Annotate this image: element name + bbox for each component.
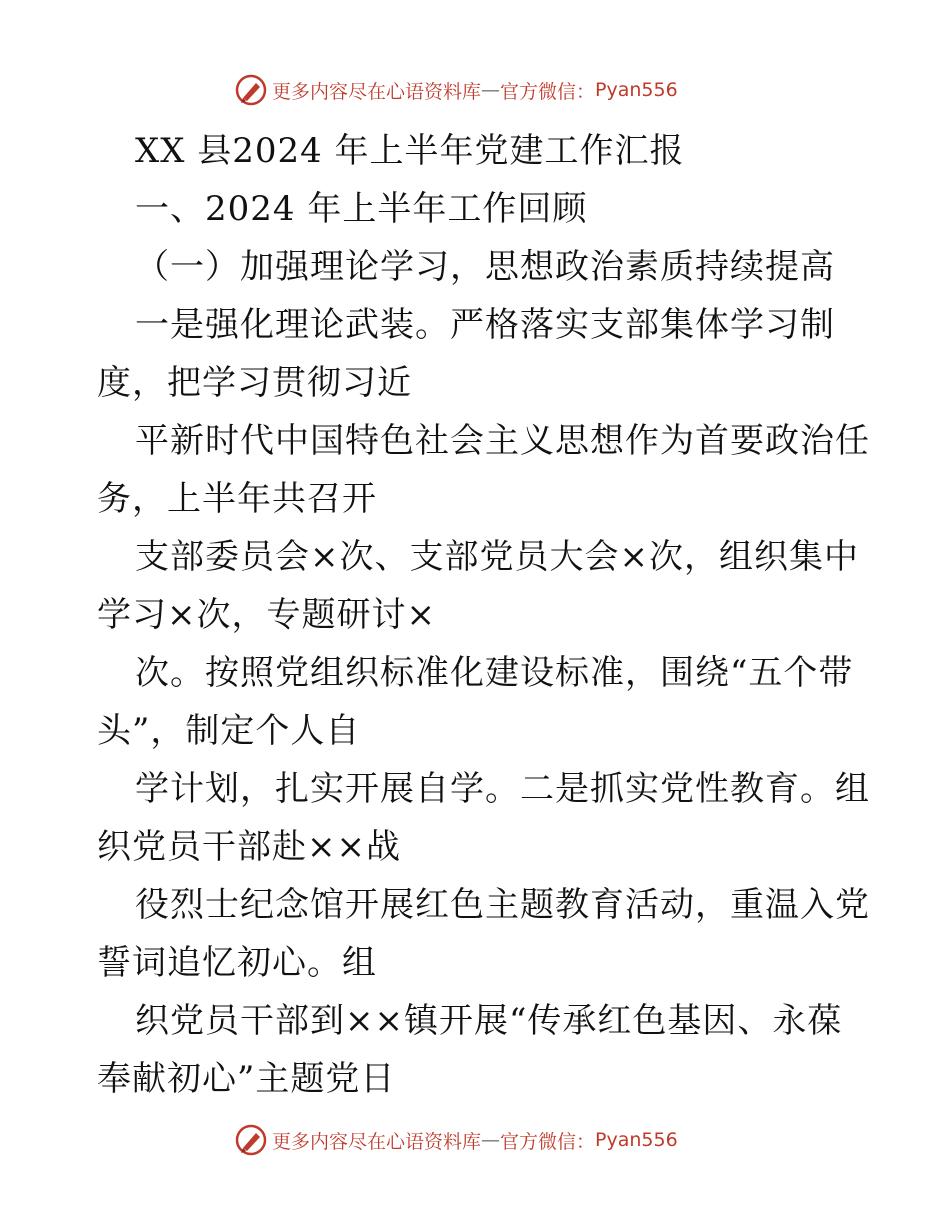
paragraph-line: 役烈士纪念馆开展红色主题教育活动，重温入党: [135, 885, 870, 925]
paragraph-line: 织党员干部赴××战: [97, 827, 401, 867]
paragraph-line: 平新时代中国特色社会主义思想作为首要政治任: [135, 421, 870, 461]
paragraph-line: 务，上半年共召开: [97, 479, 377, 519]
paragraph-line: 次。按照党组织标准化建设标准，围绕“五个带: [135, 653, 854, 693]
section-heading: 一、2024 年上半年工作回顾: [135, 189, 588, 229]
document-title: XX 县2024 年上半年党建工作汇报: [135, 131, 685, 171]
header-watermark-banner: [234, 70, 754, 110]
banner-lead-text: 更多内容尽在心语资料库: [272, 1130, 482, 1153]
document-body: [97, 122, 870, 1108]
footer-watermark-banner: [234, 1120, 754, 1160]
paragraph-line: 支部委员会×次、支部党员大会×次，组织集中: [135, 537, 859, 577]
paragraph-line: 头”，制定个人自: [97, 711, 361, 751]
banner-wechat-id: Pyan556: [595, 1129, 678, 1151]
banner-wechat-label: 官方微信：: [500, 80, 596, 103]
paragraph-line: 一是强化理论武装。严格落实支部集体学习制: [135, 305, 835, 345]
banner-wechat-label: 官方微信：: [500, 1130, 596, 1153]
paragraph-line: 学习×次，专题研讨×: [97, 595, 436, 635]
banner-dash: —: [481, 1129, 501, 1151]
pen-logo-icon: [234, 73, 268, 107]
banner-dash: —: [481, 79, 501, 101]
paragraph-line: 奉献初心”主题党日: [97, 1059, 396, 1099]
banner-wechat-id: Pyan556: [595, 79, 678, 101]
paragraph-line: 学计划，扎实开展自学。二是抓实党性教育。组: [135, 769, 870, 809]
paragraph-line: 织党员干部到××镇开展“传承红色基因、永葆: [135, 1001, 843, 1041]
paragraph-line: 度，把学习贯彻习近: [97, 363, 412, 403]
banner-lead-text: 更多内容尽在心语资料库: [272, 80, 482, 103]
pen-logo-icon: [234, 1123, 268, 1157]
subsection-heading: （一）加强理论学习，思想政治素质持续提高: [135, 247, 835, 287]
paragraph-line: 誓词追忆初心。组: [97, 943, 377, 983]
